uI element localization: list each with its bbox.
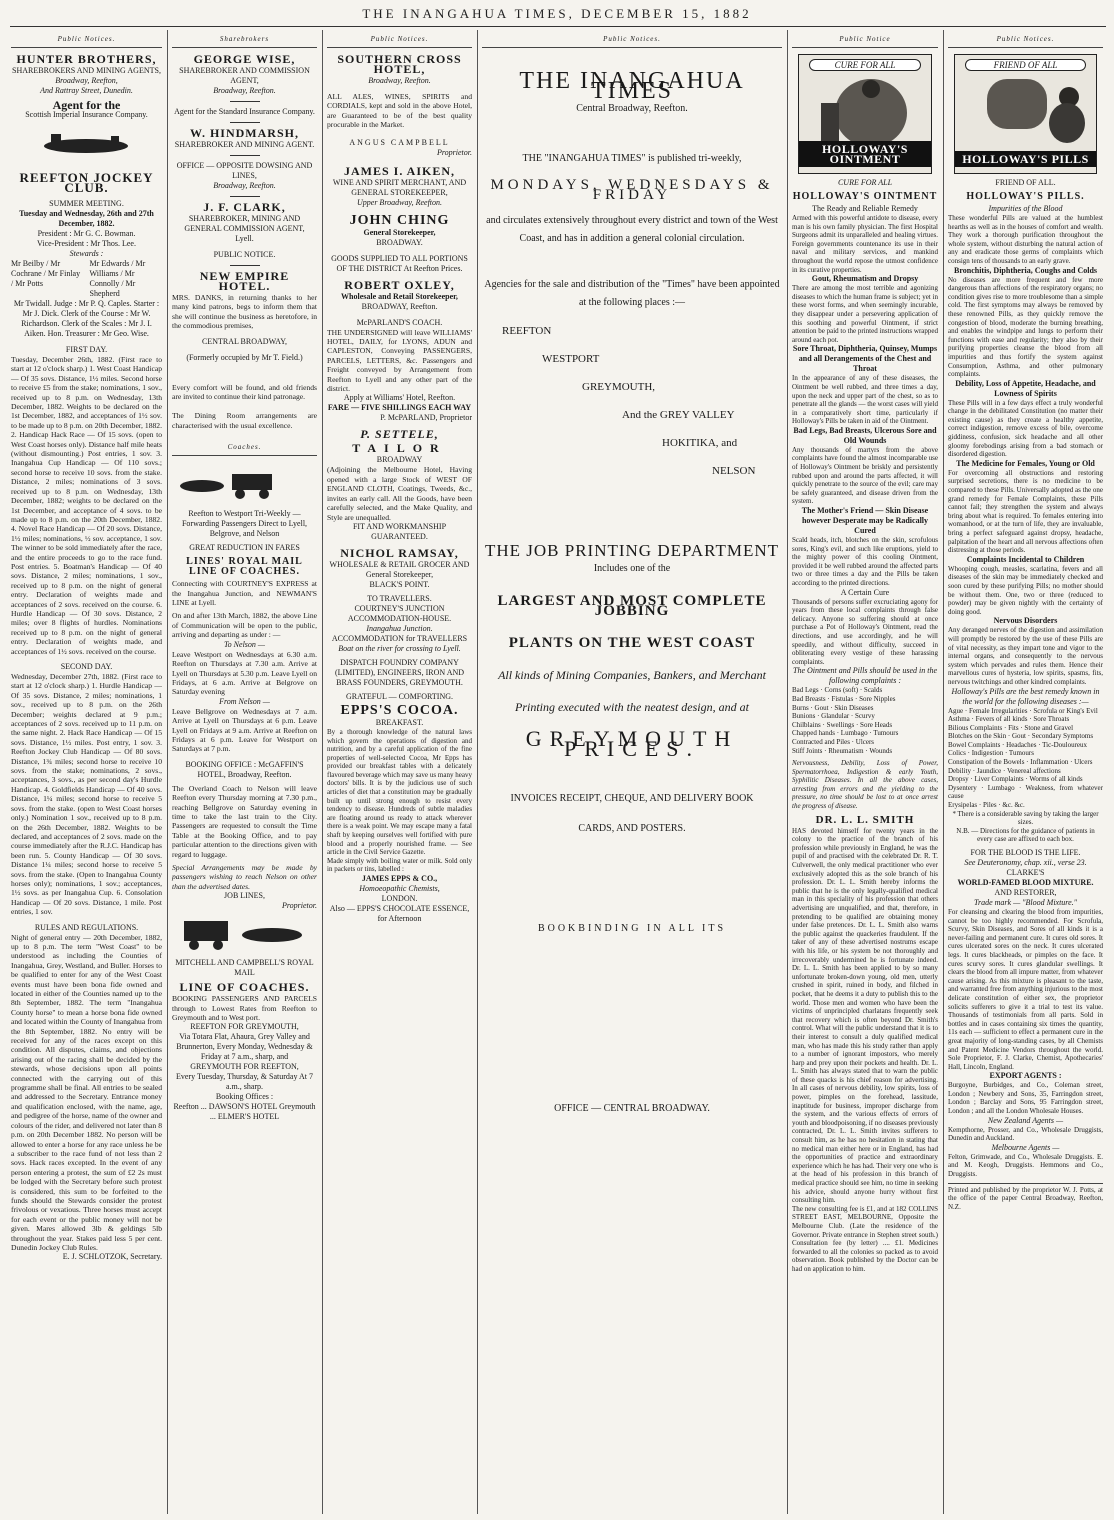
- mcparland-owner: P. McPARLAND, Proprietor: [380, 413, 472, 423]
- epps-chocolate: Also — EPPS'S CHOCOLATE ESSENCE, for Afternoon: [329, 904, 470, 923]
- epps-city: LONDON.: [381, 894, 418, 903]
- epps-made: Made simply with boiling water or milk. Sold only in packets or tins, labelled :: [327, 856, 472, 874]
- gout-body: There are among the most terrible and agonizing diseases to which the human frame is subject; yet in these worst forms, and when seemingly incurable, they disappear under a persevering application of this soothing and powerful Ointment, if strict attention be paid to the printed instructions wrapped around each pot.: [792, 284, 938, 344]
- booking-offices-body: Reefton ... DAWSON'S HOTEL Greymouth ... ELMER'S HOTEL: [173, 1102, 316, 1122]
- ad-title-clark: J. F. CLARK,: [203, 200, 286, 214]
- coast-line: Coast, and has in addition a general colonial circulation.: [519, 233, 745, 244]
- gout-heading: Gout, Rheumatism and Dropsy: [811, 274, 919, 284]
- diseases-row: Ague · Female Irregularities · Scrofula or King's Evil: [948, 706, 1098, 715]
- empire-dining: The Dining Room arrangements are characterised with the usual excellence.: [172, 411, 317, 430]
- officials: Mr Twidall. Judge : Mr P. Q. Caples. Starter : Mr J. Dick. Clerk of the Course : Mr W. Richardson. Clerk of the Scales : Mr J. I. Aiken. Hon. Treasurer : Mr Geo. Wise.: [13, 299, 160, 338]
- mother-heading: The Mother's Friend — Skin Disease however Desperate may be Radically Cured: [801, 506, 929, 536]
- ointment-subtitle: The Ready and Reliable Remedy: [812, 204, 918, 213]
- vice-president: Vice-President : Mr Thos. Lee.: [37, 239, 136, 248]
- complaints-row: Bad Legs · Corns (soft) · Scalds: [792, 686, 883, 695]
- cards-line: CARDS, AND POSTERS.: [578, 823, 686, 834]
- address: BROADWAY.: [376, 237, 423, 247]
- export-heading: EXPORT AGENTS :: [989, 1071, 1062, 1081]
- to-nelson-times: Leave Westport on Wednesdays at 6.30 a.m. Reefton on Thursdays at 7.30 a.m. Arrive at Lyell on Thursdays at 5.30 p.m. Leave Lyell on Fridays, at 6 a.m. Arrive at Belgrove on Saturday evening: [172, 649, 317, 697]
- diseases-heading: Holloway's Pills are the best remedy known in the world for the following diseases :—: [951, 686, 1100, 706]
- complaints-heading: The Ointment and Pills should be used in the following complaints :: [793, 666, 937, 686]
- from-nelson-times: Leave Bellgrove on Wednesdays at 7 a.m. Arrive at Lyell on Thursdays at 6 p.m. Leave Lyell on Fridays at 9 a.m. Arrive at Reefton on Fridays at 6 p.m. Leave for Westport on Saturdays at 7 p.m.: [172, 706, 317, 754]
- friend-of-all: FRIEND OF ALL.: [995, 178, 1056, 187]
- clarke-body: For cleansing and clearing the blood from impurities, cannot be too highly recommended. For Scrofula, Scurvy, Skin Diseases, and Sores of all kinds it is a never-failing and permanent cure. It cures old sores. It cures ulcerated sores on the neck. It cures ulcerated legs. It cures blackheads, or pimples on the face. It cures scurvy sores. It cures glandular swellings. It clears the blood from all impure matter, from whatever cause arising. As this mixture is pleasant to the taste, and warranted free from anything injurious to the most delicate constitution of either sex, the proprietor solicits sufferers to give it a trial to test its value. Thousands of testimonials from all parts. Sold in bottles and in cases containing six times the quantity, 11s each — sufficient to effect a permanent cure in the great majority of long-standing cases, by all Chemists and Patent Medicine Vendors throughout the world. Sole Proprietor, F. J. Clarke, Chemist, Apothecaries' Hall, Lincoln, England.: [948, 908, 1103, 1071]
- president: President : Mr G. C. Bowman.: [37, 229, 136, 238]
- settele-trade: TAILOR: [352, 441, 447, 456]
- females-body: For overcoming all obstructions and restoring surprised secretions, there is no medicine to be compared to these Pills. Universally adopted as the one grand remedy for Female Complaints, these Pills cannot fail; they strengthen the system and always bring about what is required. To females entering into womanhood, or at the turn of life, they are invaluable, bring a perfect safeguard against dropsy, headache, palpitation of the heart and all nervous affections often distressing at those periods.: [948, 468, 1103, 555]
- tablet-figure-image: [957, 73, 1107, 153]
- ad-title-hunter: HUNTER BROTHERS,: [16, 52, 157, 66]
- paper-title: THE INANGAHUA TIMES: [519, 68, 745, 104]
- ching-goods: GOODS SUPPLIED TO ALL PORTIONS OF THE DISTRICT At Reefton Prices.: [331, 253, 468, 273]
- courtney-title: COURTNEY'S JUNCTION ACCOMMODATION-HOUSE.: [347, 603, 452, 623]
- separator: [230, 101, 260, 102]
- ad-title-oxley: ROBERT OXLEY,: [344, 277, 455, 292]
- masthead: THE INANGAHUA TIMES, DECEMBER 15, 1882: [362, 6, 752, 21]
- first-day-races: Tuesday, December 26th, 1882. (First race to start at 12 o'clock sharp.) 1. West Coast Handicap — Of 35 sovs. Distance, 1½ miles. Second horse to receive £5 from the stake; nominations, 1 sov., received up to 8 p.m. on Wednesday, 13th December, 1882. Weights to be declared on the 1st December, 1882, and acceptances of 1½ sov. to be made up to 8 p.m. on 20th December, 1882. 2. Handicap Hack Race — Of 15 sovs. (open to West Coast horses only). Distance half mile heats (without dismounting.) Post entries, 1 sov. 3. Inangahua Cup Handicap — Of 110 sovs.; second horse to receive 10 sovs. from the stake. Distance, 2 miles; nominations of 3 sovs. received up to 8 p.m. on Wednesday, 13th December, 1882; weights to be declared on the 1st December, and acceptance of 4 sovs. to be made up to 8 p.m. on the 20th December, 1882. 4. Novel Race Handicap — Of 20 sovs. Distance, 1½ miles; nominations, ½ sov. acceptance, 1 sov. The winner to be sold immediately after the race, and the entire proceeds to go to the race fund. Post entries. 5. Boatman's Handicap — Of 40 sovs. Distance, 2 miles; nominations, 1 sov., received up to 8 p.m. on the night of general entry. Declaration of weights made and acceptances of 2 sovs. received on the course. 6. Hurdle Handicap — Of 30 sovs. Distance, 2 miles; over 8 flights of hurdles. Nominations received up to 8 p.m. on the night of general entry. Declaration of weights made, and acceptances of 1½ sovs. received on the course.: [11, 355, 162, 656]
- doctor-fee: The new consulting fee is £1, and at 182 COLLINS STREET EAST, MELBOURNE, Opposite the Melbourne Club. (Late the residence of the Governor. Private entrance in Stephen street south.) Consultation fee (by letter) .... £1. Medicines forwarded to all the colonies so packed as to avoid observation. Book published by the Doctor can be had on application to him.: [792, 1204, 938, 1273]
- mcparland-apply: Apply at Williams' Hotel, Reefton.: [343, 393, 456, 403]
- secretary: E. J. SCHLOTZOK, Secretary.: [62, 1252, 162, 1262]
- doctor-body: HAS devoted himself for twenty years in the colony to the practice of the branch of his profession while previously in England, he was the pupil of and practised with the celebrated Dr. R. T. Culverwell, the only medical practitioner who ever exclusively adopted this as the sole branch of his profession. Dr. L. L. Smith hereby informs the public that he is the only legally-qualified medical man in this speciality of his profession that others advertising are unqualified, and that, therefore, in pretending to be qualified are obtaining money under false pretences. Dr. L. L. Smith also warns the public against the quackeries fraudulent. If the taker of any of these advertised nostrums escape with his life, or his system be not thoroughly and irrecoverably undermined he is fortunate indeed. Dr. L. L. Smith has been applied to by so many unfortunate broken-down young, old men, utterly crushed in spirit, ruined in body, and filched in pocket, that he deems it a duty to publish this to the world. Those men and women who have been the victims of unprincipled charlatans frequently seek that recovery which is often beyond Dr. Smith's control. What will the public understand that it is to their interest to consult a duly qualified medical man, who has made this his study rather than apply to a number of ignorant impostors, who merely harp and prey upon their pockets and health. Dr. L. L. Smith has always stated that to warn the public of these quacks is his chief reason for advertising. In all cases of nervous debility, low spirits, loss of power, pimples on the forehead, lassitude, inaptitude for business, improper discharge from the system, and the various effects of errors of youth and bloodpoisoning, if no diseases previously contracted, Dr. L. L. Smith invites sufferers to consult him, as he has no hesitation in stating that no medical man either here or in England, has had the opportunities of practice and extraordinary experience which he has had. Their very one who is at the head of his profession in this branch of medical practice should see him, no time in seeking his advice, should anyone hurry without first consulting him.: [792, 826, 938, 1205]
- mitchell-line: LINE OF COACHES.: [179, 980, 310, 995]
- nervous-body: Any deranged nerves of the digestion and assimilation will promptly be restored by the use of these Pills are of vital necessity, as they impart tone and vigor to the internal organs, and consequently to the nervous system which pervades and rules them. Hence their marvellous cures of hysteria, low spirits, spasms, fits, nervous twitchings and other kindred complaints.: [948, 626, 1103, 686]
- nervous-notice: Nervousness, Debility, Loss of Power, Spermatorrhoea, Indigestion & early Youth, Syphilitic Diseases. In all the above cases, arresting from errors and the yielding to the pressure, no time should be lost to at once arrest the progress of disease.: [792, 759, 938, 811]
- complaints-row: Stiff Joints · Rheumatism · Wounds: [792, 746, 893, 755]
- fare-reduction: GREAT REDUCTION IN FARES: [189, 543, 300, 553]
- settele-guarantee: FIT AND WORKMANSHIP GUARANTEED.: [352, 521, 447, 541]
- pills-badge: HOLLOWAY'S PILLS: [955, 151, 1096, 167]
- proprietor: Proprietor.: [436, 147, 472, 157]
- first-day-heading: FIRST DAY.: [65, 345, 108, 354]
- nz-agents-body: Kempthorne, Prosser, and Co., Wholesale Druggists, Dunedin and Auckland.: [948, 1125, 1103, 1143]
- empire-previous: (Formerly occupied by Mr T. Field.): [186, 352, 303, 362]
- greymouth-route-body: Via Totara Flat, Ahaura, Grey Valley and Brunnerton, Every Monday, Wednesday & Friday at 7 a.m., sharp, and: [176, 1032, 313, 1062]
- largest-line: LARGEST AND MOST COMPLETE JOBBING: [497, 593, 767, 619]
- mail-coach-cut: [172, 915, 312, 951]
- empire-body: MRS. DANKS, in returning thanks to her many kind patrons, begs to inform them that she will continue the business as heretofore, in the commodious premises,: [172, 293, 317, 331]
- column-head: Public Notices.: [11, 30, 162, 48]
- separator: [230, 122, 260, 123]
- invoices-line: INVOICES RECEIPT, CHEQUE, AND DELIVERY BOOK: [510, 793, 754, 804]
- insurance-company: Scottish Imperial Insurance Company.: [25, 110, 148, 119]
- blood-reference: See Deuteronomy, chap. xii., verse 23.: [964, 858, 1087, 867]
- diseases-row: Dropsy · Liver Complaints · Worms of all kinds: [948, 775, 1083, 784]
- diseases-row: Dysentery · Lumbago · Weakness, from whatever cause: [948, 783, 1103, 801]
- throat-body: In the appearance of any of these diseases, the Ointment be well rubbed, and three times a day, upon the neck and upper part of the chest, so as to penetrate all the glands — the worst cases will yield in a comparatively short time, particularly if Holloway's Pills be taken in aid of the Ointment.: [792, 374, 938, 426]
- ointment-title: HOLLOWAY'S OINTMENT: [792, 191, 938, 202]
- to-nelson: To Nelson —: [223, 639, 266, 649]
- ointment-banner: CURE FOR ALL: [809, 59, 921, 71]
- column-head: Public Notice: [792, 30, 938, 48]
- river-boat: Boat on the river for crossing to Lyell.: [338, 643, 461, 653]
- pills-subtitle: Impurities of the Blood: [988, 204, 1063, 213]
- diseases-row: Bilious Complaints · Fits · Stone and Gravel: [948, 723, 1074, 732]
- bronchitis-heading: Bronchitis, Diphtheria, Coughs and Colds: [954, 265, 1097, 275]
- address: And Rattray Street, Dunedin.: [40, 86, 133, 95]
- town-reefton: REEFTON: [502, 325, 552, 337]
- cure-for-all: CURE FOR ALL: [837, 178, 893, 187]
- column-head: Public Notices.: [948, 30, 1103, 48]
- column-6: [943, 30, 1108, 1514]
- stewards-left: Mr Beilby / Mr Cochrane / Mr Finlay / Mr Potts: [11, 259, 81, 288]
- ad-title-aiken: JAMES I. AIKEN,: [343, 163, 456, 178]
- settele-body: (Adjoining the Melbourne Hotel, Having opened with a large Stock of WEST OF ENGLAND CLOTH, Coatings, Tweeds, &c., invites an early call. All the Goods, have been carefully selected, and the Make Quality, and Style are unequalled.: [327, 465, 472, 522]
- address: Broadway, Reefton.: [213, 86, 276, 95]
- ad-title-lines: LINES' ROYAL MAIL LINE OF COACHES.: [186, 556, 303, 578]
- meeting-dates: Tuesday and Wednesday, 26th and 27th December, 1882.: [19, 209, 154, 228]
- circulation-line: and circulates extensively throughout every district and town of the West: [486, 215, 778, 226]
- address: BROADWAY, Reefton.: [361, 301, 438, 311]
- ad-title-hindmarsh: W. HINDMARSH,: [190, 126, 299, 140]
- ad-title-ramsay: NICHOL RAMSAY,: [340, 545, 459, 560]
- town-grey-valley: And the GREY VALLEY: [622, 409, 735, 421]
- stewards-right: Mr Edwards / Mr Williams / Mr Connolly / Mr Shepherd: [89, 259, 146, 298]
- mitchell-title: MITCHELL AND CAMPBELL'S ROYAL MAIL: [175, 958, 314, 978]
- ad-title-settele: P. SETTELE,: [360, 427, 439, 442]
- bronchitis-body: No diseases are more frequent and few more dangerous than affections of the respiratory organs; no condition gives rise to more troublesome than a simple cold. The first symptoms may always be removed by these renowned Pills, as they quickly remove the congestion of blood, moderate the burning breathing, and enables the windpipe and lungs to perform their functions with ease and regularity; they also by their purifying properties cleanse the blood from all impurities and thus fortify the system against Consumption, Asthma, and other pulmonary complaints.: [948, 275, 1103, 379]
- column-head: Public Notices.: [327, 30, 472, 48]
- ad-title-wise: GEORGE WISE,: [193, 52, 296, 66]
- diseases-row: Blotches on the Skin · Gout · Secondary Symptoms: [948, 732, 1094, 741]
- ad-subtitle: WINE AND SPIRIT MERCHANT, AND GENERAL STOREKEEPER,: [332, 177, 467, 197]
- address: Broadway, Reefton,: [55, 76, 118, 85]
- insurance-agent: Agent for the Standard Insurance Company.: [174, 107, 315, 116]
- separator: [230, 155, 260, 156]
- foundry-ad: DISPATCH FOUNDRY COMPANY (LIMITED), ENGINEERS, IRON AND BRASS FOUNDERS, GREYMOUTH.: [334, 657, 465, 687]
- coach-cut: [172, 466, 312, 502]
- diseases-row: Colics · Indigestion · Tumours: [948, 749, 1034, 758]
- epps-company: JAMES EPPS & CO.,: [361, 874, 438, 883]
- column-1: [6, 30, 167, 1514]
- stewards-heading: Stewards :: [69, 249, 104, 258]
- office-footer: OFFICE — CENTRAL BROADWAY.: [554, 1103, 710, 1114]
- ad-title-empire: NEW EMPIRE HOTEL.: [199, 269, 290, 293]
- greymouth-route: REEFTON FOR GREYMOUTH,: [190, 1022, 299, 1032]
- diseases-row: Asthma · Fevers of all kinds · Sore Throats: [948, 715, 1070, 724]
- certain-cure: A Certain Cure: [840, 587, 890, 597]
- complaints-row: Bunions · Glandular · Scurvy: [792, 712, 875, 721]
- paper-office: Central Broadway, Reefton.: [576, 103, 688, 114]
- coach-intro: Reefton to Westport Tri-Weekly — Forwarding Passengers Direct to Lyell, Belgrove, and Nelson: [181, 509, 308, 539]
- town-hokitika: HOKITIKA, and: [662, 437, 738, 449]
- address: Upper Broadway, Reefton.: [356, 197, 443, 207]
- town-nelson: NELSON: [712, 465, 756, 477]
- mcparland-body: THE UNDERSIGNED will leave WILLIAMS' HOTEL, DAILY, for LYONS, ADUN and CAPLESTON, Conveying PASSENGERS, PARCELS, LETTERS, &c. Passengers and Freight conveyed by Arrangement from Reefton to Lyell and any other part of the district.: [327, 327, 472, 394]
- column-head: Public Notices.: [482, 30, 782, 48]
- lines-schedule-intro: On and after 13th March, 1882, the above Line of Communication will be open to the public, arriving and departing as under : —: [172, 611, 317, 640]
- ad-title-southern-cross: SOUTHERN CROSS HOTEL,: [337, 52, 462, 76]
- clarke-trademark: Trade mark — "Blood Mixture.": [973, 898, 1078, 907]
- children-body: Whooping cough, measles, scarlatina, fevers and all diseases of the skin may be immediately checked and soon cured by these purifying Pills; no mother should be without them. One, two or three (reduced to powder) may be given nightly with the certainty of doing good.: [948, 564, 1103, 616]
- complaints-row: Burns · Gout · Skin Diseases: [792, 703, 874, 712]
- address: Inangahua Junction.: [366, 623, 433, 633]
- mitchell-body: BOOKING PASSENGERS AND PARCELS through to Lowest Rates from Reefton to Greymouth and to West port.: [172, 994, 317, 1023]
- overland-coach: The Overland Coach to Nelson will leave Reefton every Thursday morning at 7.30 p.m., reaching Bellgrove on Saturday evening in time to take the last train to the City. Passengers are requested to consult the Time Table at the Booking Office, and to pay particular attention to the directions given with regard to luggage.: [172, 783, 317, 859]
- ad-subtitle: SHAREBROKERS AND MINING AGENTS,: [12, 66, 161, 75]
- reefton-route: GREYMOUTH FOR REEFTON,: [190, 1062, 299, 1072]
- accommodation: ACCOMMODATION for TRAVELLERS: [331, 633, 468, 643]
- coaches-heading: Coaches.: [172, 438, 317, 456]
- address: BROADWAY: [376, 455, 423, 465]
- ad-subtitle: SHAREBROKER AND COMMISSION AGENT,: [179, 66, 310, 85]
- empire-comfort: Every comfort will be found, and old friends are invited to continue their kind patronage.: [172, 382, 317, 402]
- proprietor-name: ANGUS CAMPBELL: [349, 137, 450, 147]
- second-day-races: Wednesday, December 27th, 1882. (First race to start at 12 o'clock sharp.) 1. Hurdle Handicap — Of 35 sovs. Distance, 2 miles; nominations, 1 sov., received up to 8 p.m. on the 26th December; weights declared at 9 p.m.; acceptances of 2 sovs. received up to 11 p.m. on the same night. 2. Hack Race Handicap — Of 15 sovs. Distance, 1½ miles. Post entry, 1 sov. 3. Reefton Jockey Club Handicap — Of 80 sovs. Distance, 1¾ miles; second horse to receive 10 sovs. from the stake; nominations, 2 sovs., acceptances, 3 sovs., as per second day's Hurdle Handicap. 4. Goldfields Handicap — Of 40 sovs. Distance, 1¼ miles; second horse to receive 5 sovs. from the stake. (open to West Coast horses only.) Nomination 1 sov., received up to 8 p.m. on the 26th December, 1882. Weights to be declared, and acceptances of 2 sovs. made on the course immediately after the R.J.C. Handicap has been run. 5. County Handicap — Of 30 sovs. Distance 1¼ miles; second horse to receive 5 sovs. from the stake. (Open to Inangahua County horses only); nominations, 1 sov.; acceptances, 1½ sovs. as per Inangahua Cup. 6. Consolation Handicap — Of 20 sovs. Distance, 1 mile. Post entries, 1 sov.: [11, 672, 162, 917]
- legs-heading: Bad Legs, Bad Breasts, Ulcerous Sore and Old Wounds: [793, 425, 937, 445]
- epps-body: By a thorough knowledge of the natural laws which govern the operations of digestion and nutrition, and by a careful application of the fine properties of well-selected Cocoa, Mr Epps has provided our breakfast tables with a delicately flavoured beverage which may save us many heavy doctors' bills. It is by the judicious use of such articles of diet that a constitution may be gradually built up until strong enough to resist every tendency to disease. Hundreds of subtle maladies are floating around us ready to attack wherever there is a weak point. We may escape many a fatal shaft by keeping ourselves well fortified with pure blood and a properly nourished frame. — See article in the Civil Service Gazette.: [327, 727, 472, 857]
- complaints-row: Contracted and Piles · Ulcers: [792, 737, 875, 746]
- column-4: [477, 30, 787, 1514]
- rules-body: Night of general entry — 20th December, 1882, up to 8 p.m. The term "West Coast" to be understood as including the Counties of Inangahua, Grey, Westland, and Buller. Horses to be qualified to enter for any of the West Coast events must have been bona fide owned and located in either of the Counties named up to the 8th September, 1882. The term "Inangahua County horse" to mean a horse bona fide owned and located within the County of Inangahua from the 8th September, 1882. No entry will be received for any of the races except on this condition. All disputes, claims, and objections arising out of the racing shall be decided by the stewards, whose decisions upon all points connected with the carrying out of this programme shall be final. All entries to be sealed and addressed to the Secretary. Entrance money and qualification enclosed, with the name, age, and pedigree of the horse, name of the owner and colours of the rider, and delivered not later than 8 p.m. on 20th December 1882. No person will be allowed to enter a horse for any race unless he be a subscriber to the race fund of not less than 2 sovs. Hack races excepted. In the event of any person entering a protest, the sum of £2 2s must be lodged with the Secretary before such protest is considered, this sum to be forfeited to the funds should the Stewards consider the protest frivolous or vexatious. Three horses must accept for each event or the public money will not be given. Mares allowed 3lb & geldings 5lb throughout the year. Stakes paid less 5 per cent. Dunedin Jockey Club Rules.: [11, 932, 162, 1252]
- address: Broadway, Reefton.: [368, 76, 431, 85]
- neatest-line: Printing executed with the neatest design, and at: [515, 700, 749, 714]
- club-subtitle: SUMMER MEETING.: [49, 199, 124, 208]
- ointment-badge: HOLLOWAY'S OINTMENT: [799, 141, 931, 167]
- reefton-route-body: Every Tuesday, Thursday, & Saturday At 7 a.m., sharp.: [175, 1072, 314, 1092]
- bookbinding-line: BOOKBINDING IN ALL ITS: [537, 923, 727, 934]
- melbourne-agents-heading: Melbourne Agents —: [991, 1142, 1060, 1152]
- ad-subtitle: Wholesale and Retail Storekeeper,: [341, 291, 458, 301]
- complaints-row: Bad Breasts · Fistulas · Sore Nipples: [792, 694, 896, 703]
- diseases-row: Erysipelas · Piles · &c. &c.: [948, 801, 1025, 810]
- separator: [230, 196, 260, 197]
- empire-address: CENTRAL BROADWAY,: [201, 336, 288, 346]
- address: BLACK'S POINT.: [369, 579, 430, 589]
- agencies-line: Agencies for the sale and distribution of the "Times" have been appointed: [484, 279, 780, 290]
- column-head: Sharebrokers: [172, 30, 317, 48]
- column-3: [322, 30, 477, 1514]
- ad-subtitle: WHOLESALE & RETAIL GROCER AND General Storekeeper,: [329, 559, 470, 579]
- greymouth-prices: GREYMOUTH PRICES.: [525, 726, 739, 761]
- nervous-heading: Nervous Disorders: [993, 616, 1058, 626]
- mcparland-title: McPARLAND'S COACH.: [356, 317, 443, 327]
- club-title: REEFTON JOCKEY CLUB.: [19, 170, 154, 195]
- ointment-intro: Armed with this powerful antidote to disease, every man is his own family physician. The first Hospital Surgeons admit its unparalleled and healing virtues. Foreign governments countenance its use in their naval and military services, and mankind throughout the world repose the utmost confidence in its curative properties.: [792, 214, 938, 274]
- mining-line: All kinds of Mining Companies, Bankers, and Merchant: [498, 668, 766, 682]
- job-printing-title: THE JOB PRINTING DEPARTMENT: [484, 541, 780, 560]
- town-westport: WESTPORT: [542, 353, 600, 365]
- horse-race-cut: [11, 124, 161, 160]
- pills-engraving: [954, 54, 1097, 174]
- mcparland-fare: FARE — FIVE SHILLINGS EACH WAY: [327, 403, 472, 413]
- office-location: OFFICE — OPPOSITE DOWSING AND LINES,: [176, 161, 313, 180]
- complaints-row: Chapped hands · Lumbago · Tumours: [792, 729, 899, 738]
- epps-subtitle: BREAKFAST.: [375, 717, 424, 727]
- directions-note: N.B. — Directions for the guidance of patients in every case are affixed to each box.: [956, 826, 1095, 844]
- places-line: at the following places :—: [578, 297, 686, 308]
- job-lines: JOB LINES,: [224, 891, 265, 901]
- saving-note: * There is a considerable saving by taking the larger sizes.: [952, 809, 1099, 827]
- diseases-row: Debility · Jaundice · Venereal affections: [948, 766, 1061, 775]
- address: Lyell.: [235, 234, 254, 243]
- throat-heading: Sore Throat, Diphtheria, Quinsey, Mumps and all Derangements of the Chest and Throat: [792, 344, 938, 374]
- proprietor: Proprietor.: [281, 901, 317, 911]
- stewards-list: [11, 259, 162, 299]
- town-greymouth: GREYMOUTH,: [582, 381, 656, 393]
- ad-subtitle: SHAREBROKER AND MINING AGENT.: [174, 140, 315, 149]
- complaints-row: Chilblains · Swellings · Sore Heads: [792, 720, 893, 729]
- lines-body: Connecting with COURTNEY'S EXPRESS at the Inangahua Junction, and NEWMAN'S LINE at Lyell.: [172, 579, 317, 608]
- ad-title-ching: JOHN CHING: [349, 212, 450, 228]
- export-body: Burgoyne, Burbidges, and Co., Coleman street, London ; Newbery and Sons, 35, Farringdon street, London ; Barclay and Sons, 95 Farringdon street, London ; and all the London Wholesale Houses.: [948, 1081, 1103, 1116]
- blood-title: FOR THE BLOOD IS THE LIFE.: [970, 848, 1081, 857]
- ad-title-epps: EPPS'S COCOA.: [340, 702, 459, 718]
- melbourne-agents-body: Felton, Grimwade, and Co., Wholesale Druggists. E. and M. Keogh, Druggists. Hemmons and Co., Druggists.: [948, 1152, 1103, 1179]
- from-nelson: From Nelson —: [219, 696, 270, 706]
- females-heading: The Medicine for Females, Young or Old: [956, 458, 1095, 468]
- pills-intro: These wonderful Pills are valued at the humblest hearths as well as in the houses of comfort and wealth. They work a thorough purification throughout the whole system, without disturbing the natural action of any and eradicate those germs of complaints which consign tens of thousands to an early grave.: [948, 214, 1103, 265]
- pills-title: HOLLOWAY'S PILLS.: [966, 191, 1085, 202]
- ad-subtitle: SHAREBROKER, MINING AND GENERAL COMMISSION AGENT,: [184, 214, 305, 233]
- nz-agents-heading: New Zealand Agents —: [987, 1115, 1064, 1125]
- printer-imprint: Printed and published by the proprietor W. J. Potts, at the office of the paper Central Broadway, Reefton, N.Z.: [948, 1183, 1103, 1212]
- plants-line: PLANTS ON THE WEST COAST: [508, 635, 756, 651]
- epps-chemists: Homoeopathic Chemists,: [359, 884, 440, 893]
- diseases-row: Bowel Complaints · Headaches · Tic-Douloureux: [948, 740, 1088, 749]
- epps-intro: GRATEFUL — COMFORTING.: [345, 691, 453, 701]
- published-line: THE "INANGAHUA TIMES" is published tri-weekly,: [522, 153, 742, 164]
- clarke-title: WORLD-FAMED BLOOD MIXTURE.: [957, 878, 1094, 887]
- travellers-heading: TO TRAVELLERS.: [367, 593, 432, 603]
- southern-cross-body: ALL ALES, WINES, SPIRITS and CORDIALS, kept and sold in the above Hotel, are Guaranteed to be of the best quality procurable in the Market.: [327, 92, 472, 130]
- clarke-subtitle: AND RESTORER,: [994, 888, 1057, 897]
- debility-heading: Debility, Loss of Appetite, Headache, and Lowness of Spirits: [955, 378, 1096, 398]
- includes-line: Includes one of the: [593, 563, 671, 574]
- column-2: [167, 30, 322, 1514]
- rules-heading: RULES AND REGULATIONS.: [34, 922, 139, 932]
- ointment-engraving: [798, 54, 932, 174]
- mother-body: Scald heads, itch, blotches on the skin, scrofulous sores, King's evil, and such like eruptions, yield to the mighty power of this cooling Ointment, provided it be well rubbed around the affected parts two or three times a day and the Pills be taken according to the printed directions.: [792, 536, 938, 587]
- special-arrangements: Special Arrangements may be made by passengers wishing to reach Nelson on other than the advertised dates.: [172, 863, 317, 891]
- legs-body: Any thousands of martyrs from the above complaints have found the almost incomparable use of Holloway's Ointment be briskly and persistently rubbed upon and around the parts affected, it will quickly penetrate to the source of the evil; care may be safely guaranteed, and disease driven from the system.: [792, 445, 938, 506]
- column-5: [787, 30, 943, 1514]
- separator: [230, 265, 260, 266]
- ad-subtitle: General Storekeeper,: [363, 227, 436, 237]
- diseases-row: Constipation of the Bowels · Inflammation · Ulcers: [948, 758, 1093, 767]
- doctor-title: DR. L. L. SMITH: [815, 813, 915, 826]
- address: Broadway, Reefton.: [213, 181, 276, 190]
- booking-office: BOOKING OFFICE : McGAFFIN'S HOTEL, Broadway, Reefton.: [185, 759, 304, 779]
- clarke-name: CLARKE'S: [1006, 868, 1045, 877]
- public-notice: PUBLIC NOTICE.: [213, 250, 276, 259]
- agent-label: Agent for the: [52, 98, 121, 112]
- booking-offices: Booking Offices :: [215, 1092, 274, 1102]
- publication-days: MONDAYS, WEDNESDAYS & FRIDAY: [490, 177, 774, 203]
- children-heading: Complaints Incidental to Children: [966, 554, 1085, 564]
- second-day-heading: SECOND DAY.: [60, 662, 113, 671]
- piles-body: Thousands of persons suffer excruciating agony for years from these local complaints through false delicacy. Anyone so suffering should at once purchase a Pot of Holloway's Ointment, read the directions, and use accordingly, and he will speedily, and without difficulty, succeed in obliterating every vestige of these harassing complaints.: [792, 597, 938, 666]
- debility-body: These Pills will in a few days effect a truly wonderful change in the debilitated Constitution (no matter their existing cause) as they create a healthy appetite, correct indigestion, remove excess of bile, overcome giddiness, confusion, sick headache and all other gloomy forebodings arising from a bad stomach or disordered digestion.: [948, 398, 1103, 459]
- top-rule: [10, 26, 1106, 27]
- pills-banner: FRIEND OF ALL: [965, 59, 1086, 71]
